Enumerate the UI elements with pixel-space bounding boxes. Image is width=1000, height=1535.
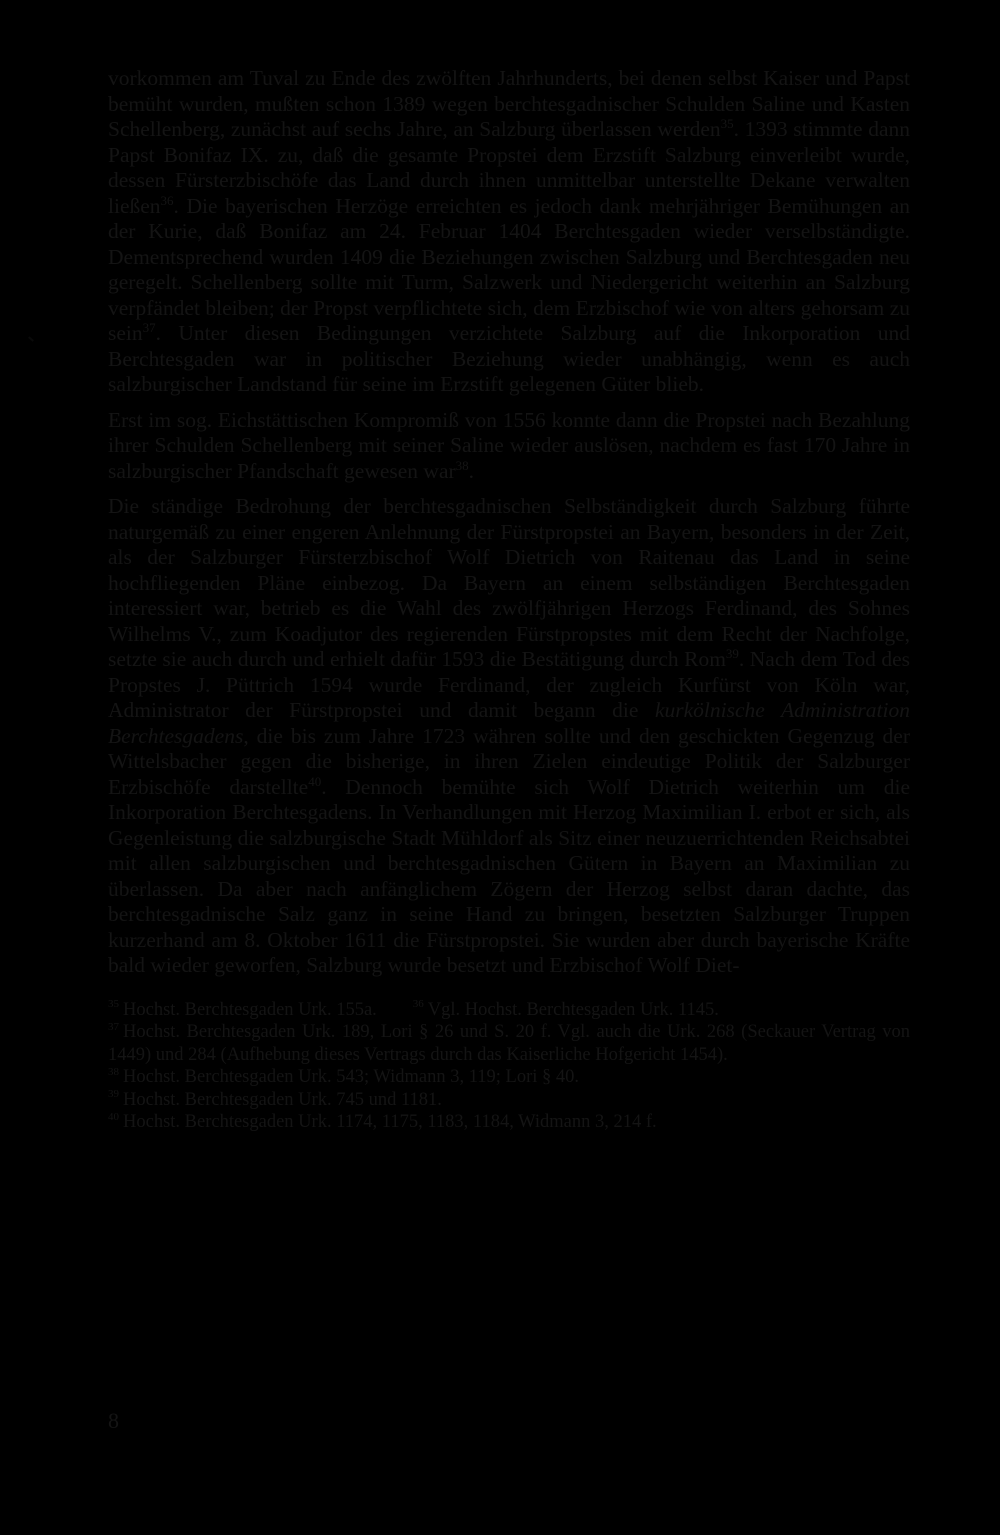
footnote-37 — [108, 1021, 910, 1066]
paragraph — [108, 408, 910, 485]
footnote-reference[interactable]: 37 — [142, 319, 156, 335]
footnote-35 — [108, 999, 377, 1022]
footnote-number: 36 — [412, 998, 424, 1011]
footnote-number: 40 — [108, 1110, 119, 1123]
text-segment: . Nach dem Tod des Propstes J. Püttrich 1594 wurde Ferdinand, der zugleich Kurfürst von Köln war, Administrator der Fürstpropstei und damit begann die — [108, 647, 910, 722]
page-number: 8 — [108, 1408, 119, 1433]
footnote-number: 38 — [108, 1065, 119, 1078]
footnote-number: 39 — [108, 1088, 119, 1101]
text-segment: Erst im sog. Eichstättischen Kompromiß von 1556 konnte dann die Propstei nach Bezahlung ihrer Schulden Schellenberg mit seiner Saline wieder auslösen, nachdem es fast 170 Jahre in salzburgischer Pfandschaft gewesen war — [108, 407, 910, 483]
text-segment: . Dennoch bemühte sich Wolf Dietrich weiterhin um die Inkorporation Berchtesgadens. In Verhandlungen mit Herzog Maximilian I. erbot er sich, als Gegenleistung die salzburgische Stadt Mühldorf als Sitz einer neuzuerrichtenden Reichsabtei mit allen salzburgischen und berchtesgadnischen Gütern in Bayern an Maximilian zu überlassen. Da aber nach anfänglichem Zögern der Herzog selbst daran dachte, das berchtesgadnische Salz ganz in seine Hand zu bringen, besetzten Salzburger Truppen kurzerhand am 8. Oktober 1611 die Fürstpropstei. Sie wurden aber durch bayerische Kräfte bald wieder geworfen, Salzburg wurde besetzt und Erzbischof Wolf Diet- — [108, 774, 910, 977]
text-segment: , die bis zum Jahre 1723 währen sollte und den geschickten Gegenzug der Wittelsbacher gegen die bisherige, in ihren Zielen eindeutige Politik der Salzburger Erzbischöfe darstellte — [108, 723, 910, 799]
footnote-reference[interactable]: 35 — [720, 115, 734, 131]
footnote-40 — [108, 1111, 910, 1134]
footnote-reference[interactable]: 38 — [455, 457, 469, 473]
italic-text: kurkölnische Administration Berchtesgadens — [108, 698, 910, 748]
footnote-number: 37 — [108, 1020, 119, 1033]
footnote-reference[interactable]: 40 — [308, 773, 322, 789]
paragraph — [108, 494, 910, 979]
footnote-text: Hochst. Berchtesgaden Urk. 543; Widmann 3, 119; Lori § 40. — [123, 1067, 580, 1087]
paragraph — [108, 66, 910, 398]
footnote-reference[interactable]: 39 — [725, 645, 739, 661]
scan-mark — [28, 336, 34, 341]
text-segment: . Die bayerischen Herzöge erreichten es jedoch dank mehrjähriger Bemühungen an der Kurie, daß Bonifaz am 24. Februar 1404 Berchtesgaden wieder verselbständigte. Dementsprechend wurden 1409 die Beziehungen zwischen Salzburg und Berchtesgaden neu geregelt. Schellenberg sollte mit Turm, Salzwerk und Niedergericht weiterhin an Salzburg verpfändet bleiben; der Propst verpflichtete sich, dem Erzbischof wie von alters gehorsam zu sein — [108, 193, 910, 345]
text-segment: Die ständige Bedrohung der berchtesgadnischen Selbständigkeit durch Salzburg führte naturgemäß zu einer engeren Anlehnung der Fürstpropstei an Bayern, besonders in der Zeit, als der Salzburger Fürsterzbischof Wolf Dietrich von Raitenau das Land in seine hochfliegenden Pläne einbezog. Da Bayern an einem selbständigen Berchtesgaden interessiert war, betrieb es die Wahl des zwölfjährigen Herzogs Ferdinand, des Sohnes Wilhelms V., zum Koadjutor des regierenden Fürstpropstes mit dem Recht der Nachfolge, setzte sie auch durch und erhielt dafür 1593 die Bestätigung durch Rom — [108, 494, 910, 671]
text-segment: . 1393 stimmte dann Papst Bonifaz IX. zu, daß die gesamte Propstei dem Erzstift Salzburg einverleibt wurde, dessen Fürsterzbischöfe das Land durch ihnen unmittelbar unterstellte Dekane verwalten ließen — [108, 117, 910, 218]
text-segment: vorkommen am Tuval zu Ende des zwölften Jahrhunderts, bei denen selbst Kaiser und Papst bemüht wurden, mußten schon 1389 wegen berchtesgadnischer Schulden Saline und Kasten Schellenberg, zunächst auf sechs Jahre, an Salzburg überlassen werden — [108, 66, 910, 141]
document-page — [108, 66, 910, 1134]
footnote-36 — [413, 999, 719, 1022]
text-segment: . — [468, 458, 475, 483]
footnote-row — [108, 999, 910, 1022]
footnotes — [108, 999, 910, 1134]
footnote-reference[interactable]: 36 — [160, 192, 174, 208]
text-segment: . Unter diesen Bedingungen verzichtete Salzburg auf die Inkorporation und Berchtesgaden war in politischer Beziehung wieder unabhängig, wenn es auch salzburgischer Landstand für seine im Erzstift gelegenen Güter blieb. — [108, 321, 910, 396]
footnote-text: Vgl. Hochst. Berchtesgaden Urk. 1145. — [427, 999, 719, 1020]
footnote-39 — [108, 1089, 910, 1112]
body-text — [108, 66, 910, 979]
footnote-text: Hochst. Berchtesgaden Urk. 745 und 1181. — [123, 1089, 442, 1110]
footnote-text: Hochst. Berchtesgaden Urk. 1174, 1175, 1183, 1184, Widmann 3, 214 f. — [123, 1112, 657, 1132]
footnote-38 — [108, 1066, 910, 1089]
footnote-text: Hochst. Berchtesgaden Urk. 155a. — [123, 999, 377, 1020]
footnote-number: 35 — [108, 998, 119, 1011]
footnote-text: Hochst. Berchtesgaden Urk. 189, Lori § 26 und S. 20 f. Vgl. auch die Urk. 268 (Seckauer Vertrag von 1449) und 284 (Aufhebung dieses Vertrags durch das Kaiserliche Hofgericht 1454). — [108, 1022, 910, 1065]
